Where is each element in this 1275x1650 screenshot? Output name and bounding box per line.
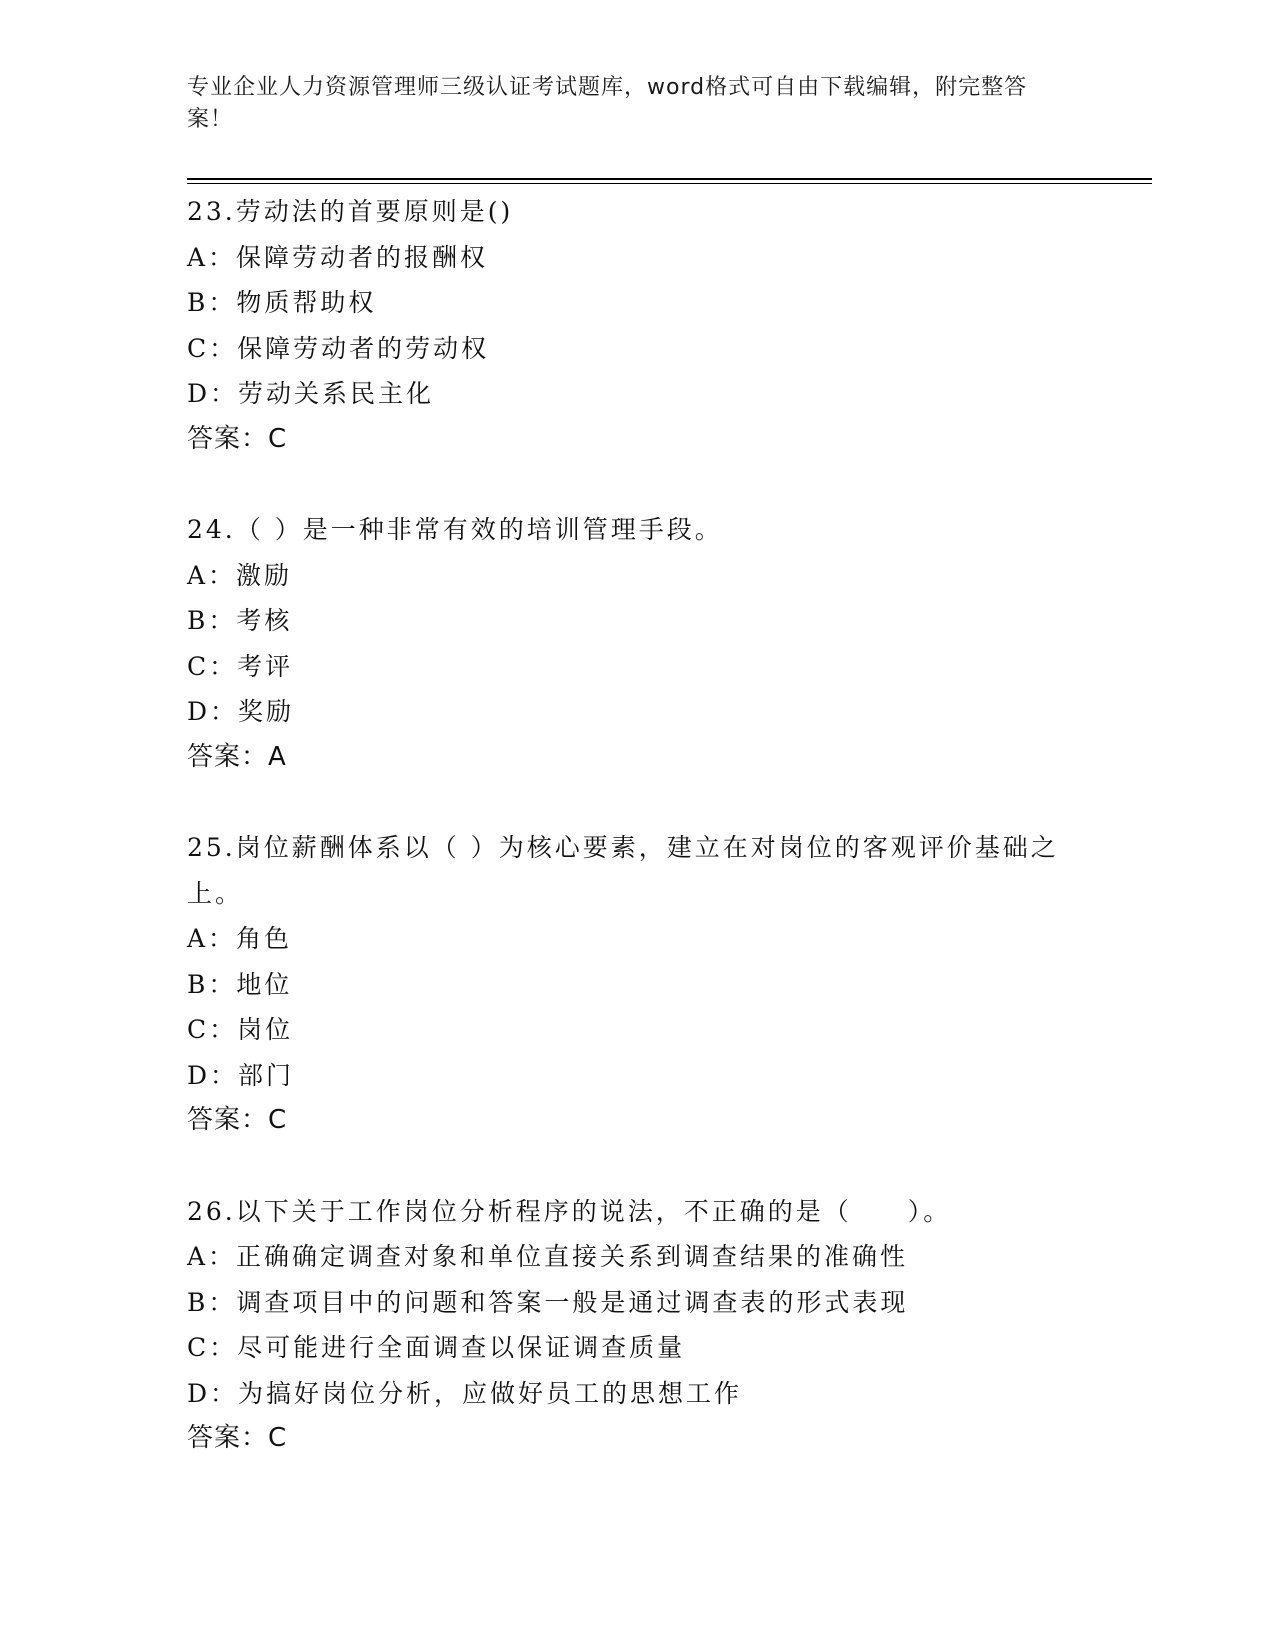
option-c: C：岗位 <box>187 1015 294 1044</box>
question-25 <box>187 825 1067 1144</box>
option-d: D：部门 <box>187 1060 295 1090</box>
answer-text: 答案：A <box>187 741 287 772</box>
answer-text: 答案：C <box>187 423 288 454</box>
option-b: B：考核 <box>187 606 293 635</box>
answer-text: 答案：C <box>187 1423 288 1453</box>
option-d: D：为搞好岗位分析，应做好员工的思想工作 <box>187 1378 743 1408</box>
header-intro-text: 专业企业人力资源管理师三级认证考试题库，word格式可自由下载编辑，附完整答案！ <box>187 75 1028 132</box>
question-23 <box>187 189 1067 462</box>
option-b: B：地位 <box>187 969 293 999</box>
question-stem: 26.以下关于工作岗位分析程序的说法，不正确的是（ ）。 <box>187 1196 952 1226</box>
option-a: A：保障劳动者的报酬权 <box>187 242 489 272</box>
document-header <box>187 72 1067 136</box>
question-stem: 25.岗位薪酬体系以（ ）为核心要素，建立在对岗位的客观评价基础之上。 <box>187 833 1059 908</box>
option-a: A：角色 <box>187 924 293 953</box>
question-stem: 24.（ ）是一种非常有效的培训管理手段。 <box>187 515 723 544</box>
option-d: D：奖励 <box>187 697 295 726</box>
header-divider-thick <box>187 178 1152 180</box>
question-24 <box>187 507 1067 780</box>
answer-text: 答案：C <box>187 1105 288 1135</box>
option-b: B：物质帮助权 <box>187 288 377 317</box>
option-a: A：正确确定调查对象和单位直接关系到调查结果的准确性 <box>187 1242 909 1271</box>
option-d: D：劳动关系民主化 <box>187 379 435 408</box>
question-list <box>187 189 1067 1507</box>
option-c: C：考评 <box>187 651 294 681</box>
option-c: C：保障劳动者的劳动权 <box>187 333 490 363</box>
question-26 <box>187 1189 1067 1462</box>
option-c: C：尽可能进行全面调查以保证调查质量 <box>187 1333 686 1362</box>
option-b: B：调查项目中的问题和答案一般是通过调查表的形式表现 <box>187 1287 909 1317</box>
option-a: A：激励 <box>187 560 293 590</box>
header-divider-thin <box>187 183 1152 184</box>
question-stem: 23.劳动法的首要原则是() <box>187 197 514 226</box>
